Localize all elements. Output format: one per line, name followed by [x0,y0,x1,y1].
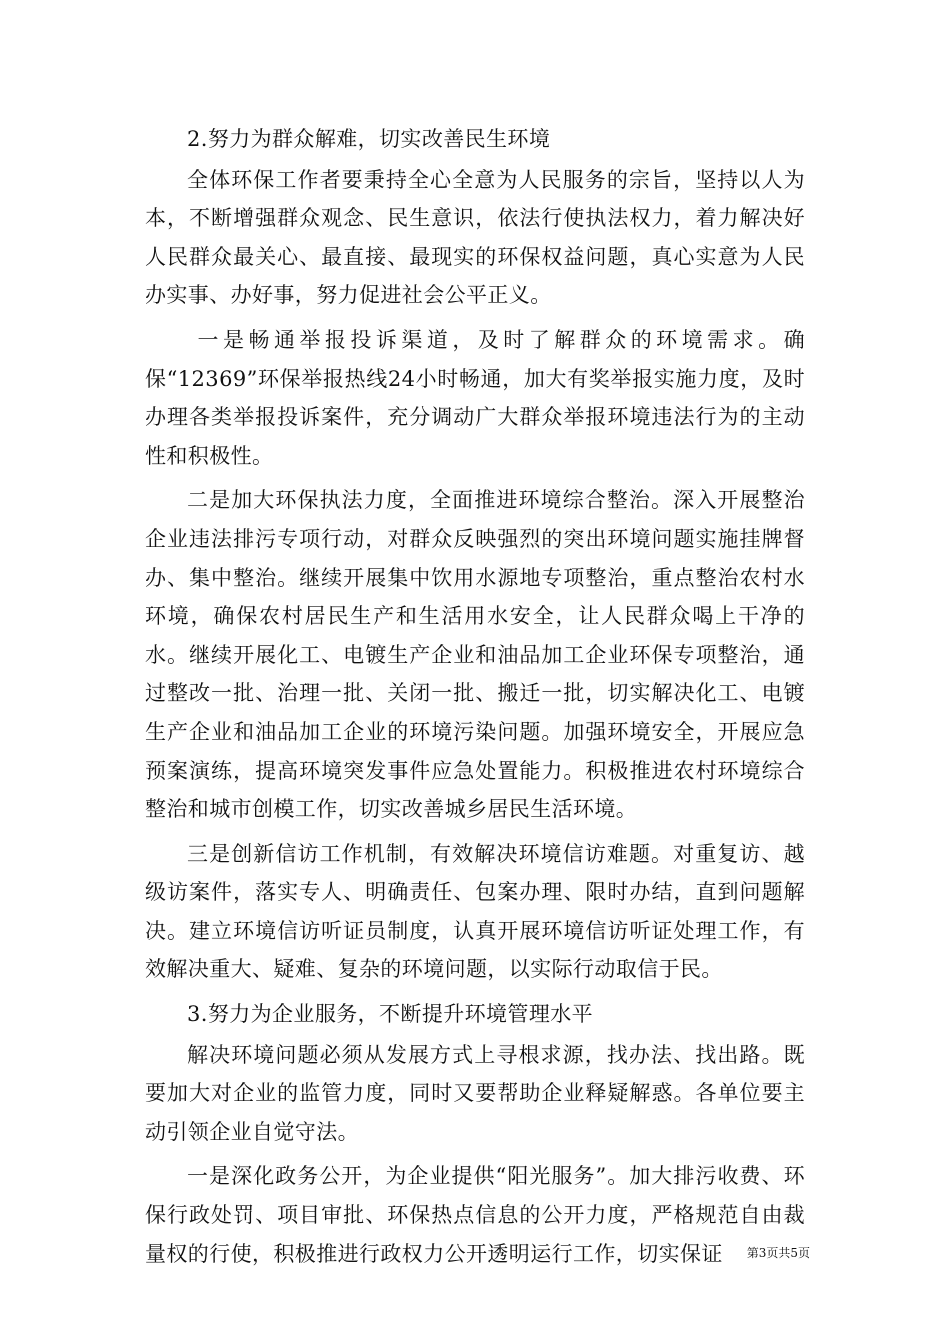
paragraph-complaint-channels: 一是畅通举报投诉渠道，及时了解群众的环境需求。确保“12369”环保举报热线24小时畅通，加大有奖举报实施力度，及时办理各类举报投诉案件，充分调动广大群众举报环境违法行为的主动性和积极性。 [145,327,805,468]
page-number: 第3页共5页 [746,1246,810,1260]
section-heading-2: 2.努力为群众解难，切实改善民生环境 [187,127,551,151]
paragraph-law-enforcement: 二是加大环保执法力度，全面推进环境综合整治。深入开展整治企业违法排污专项行动，对群众反映强烈的突出环境问题实施挂牌督办、集中整治。继续开展集中饮用水源地专项整治，重点整治农村水环境，确保农村居民生产和生活用水安全，让人民群众喝上干净的水。继续开展化工、电镀生产企业和油品加工企业环保专项整治，通过整改一批、治理一批、关闭一批、搬迁一批，切实解决化工、电镀生产企业和油品加工企业的环境污染问题。加强环境安全，开展应急预案演练，提高环境突发事件应急处置能力。积极推进农村环境综合整治和城市创模工作，切实改善城乡居民生活环境。 [145,488,805,822]
paragraph-open-government: 一是深化政务公开，为企业提供“阳光服务”。加大排污收费、环保行政处罚、项目审批、环保热点信息的公开力度，严格规范自由裁量权的行使，积极推进行政权力公开透明运行工作，切实保证 [145,1164,805,1266]
section-heading-3: 3.努力为企业服务，不断提升环境管理水平 [187,1002,594,1027]
paragraph-intro-enterprise: 解决环境问题必须从发展方式上寻根求源，找办法、找出路。既要加大对企业的监管力度，同时又要帮助企业释疑解惑。各单位要主动引领企业自觉守法。 [145,1042,805,1144]
paragraph-petition-mechanism: 三是创新信访工作机制，有效解决环境信访难题。对重复访、越级访案件，落实专人、明确责任、包案办理、限时办结，直到问题解决。建立环境信访听证员制度，认真开展环境信访听证处理工作，有效解决重大、疑难、复杂的环境问题，以实际行动取信于民。 [145,841,805,982]
document-body [145,120,805,1279]
paragraph-intro-people: 全体环保工作者要秉持全心全意为人民服务的宗旨，坚持以人为本，不断增强群众观念、民生意识，依法行使执法权力，着力解决好人民群众最关心、最直接、最现实的环保权益问题，真心实意为人民办实事、办好事，努力促进社会公平正义。 [145,167,805,308]
